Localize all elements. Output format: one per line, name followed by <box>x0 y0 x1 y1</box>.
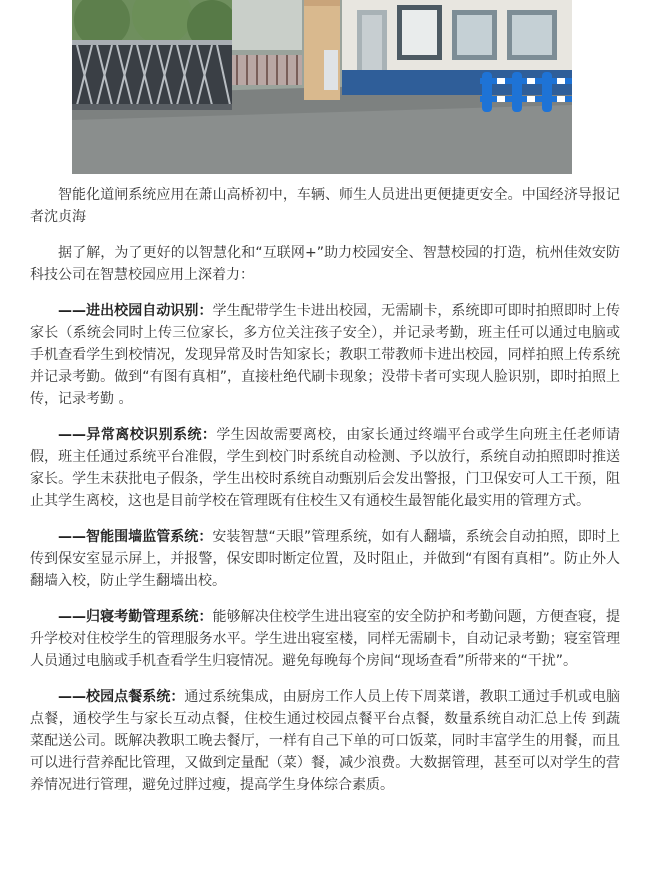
section-heading: ——异常离校识别系统： <box>58 427 217 443</box>
section-text: 能够解决住校学生进出寝室的安全防护和考勤问题，方便查寝，提升学校对住校学生的管理服务水平。学生进出寝室楼，同样无需刷卡，自动记录考勤；寝室管理人员通过电脑或手机查看学生归寝情况。避免每晚每个房间“现场查看”所带来的“干扰”。 <box>30 609 621 669</box>
article-body <box>30 184 620 810</box>
section-heading: ——智能围墙监管系统： <box>58 529 213 545</box>
section-dorm-attendance <box>30 606 620 672</box>
section-heading: ——进出校园自动识别： <box>58 303 213 319</box>
section-text: 通过系统集成，由厨房工作人员上传下周菜谱，教职工通过手机或电脑点餐，通校学生与家长互动点餐，住校生通过校园点餐平台点餐，数量系统自动汇总上传 到蔬菜配送公司。既解决教职工晚去餐厅，一样有自己下单的可口饭菜，同时丰富学生的用餐，而且可以进行营养配比管理，又做到定量配（菜）餐，减少浪费。大数据管理，甚至可以对学生的营养情况进行管理，避免过胖过瘦，提高学生身体综合素质。 <box>30 689 620 793</box>
photo-caption: 智能化道闸系统应用在萧山高桥初中，车辆、师生人员进出更便捷更安全。中国经济导报记者沈贞海 <box>30 187 620 225</box>
section-text: 学生配带学生卡进出校园，无需刷卡，系统即可即时拍照即时上传家长（系统会同时上传三位家长，多方位关注孩子安全），并记录考勤，班主任可以通过电脑或手机查看学生到校情况，发现异常及时告知家长；教职工带教师卡进出校园，同样拍照上传系统并记录考勤。做到“有图有真相”，直接杜绝代刷卡现象；没带卡者可实现人脸识别，即时拍照上传，记录考勤 。 <box>30 303 621 407</box>
section-abnormal-leave <box>30 424 620 512</box>
section-wall-monitoring <box>30 526 620 592</box>
section-entry-recognition <box>30 300 620 410</box>
school-gate-illustration <box>72 0 572 174</box>
section-heading: ——校园点餐系统： <box>58 689 185 705</box>
section-text: 学生因故需要离校，由家长通过终端平台或学生向班主任老师请假，班主任通过系统平台准假，学生到校门时系统自动检测、予以放行，系统自动拍照即时推送家长。学生未获批电子假条，学生出校时系统自动甄别后会发出警报，门卫保安可人工干预，阻止其学生离校，这也是目前学校在管理既有住校生又有通校生最智能化最实用的管理方式。 <box>30 427 621 509</box>
section-meal-ordering <box>30 686 620 796</box>
section-text: 安装智慧“天眼”管理系统，如有人翻墙，系统会自动拍照，即时上传到保安室显示屏上，并报警，保安即时断定位置，及时阻止，并做到“有图有真相”。防止外人翻墙入校，防止学生翻墙出校。 <box>30 529 620 589</box>
intro-paragraph: 据了解，为了更好的以智慧化和“互联网+”助力校园安全、智慧校园的打造，杭州佳效安防科技公司在智慧校园应用上深着力： <box>30 245 620 283</box>
section-heading: ——归寝考勤管理系统： <box>58 609 213 625</box>
school-gate-photo <box>72 0 572 174</box>
